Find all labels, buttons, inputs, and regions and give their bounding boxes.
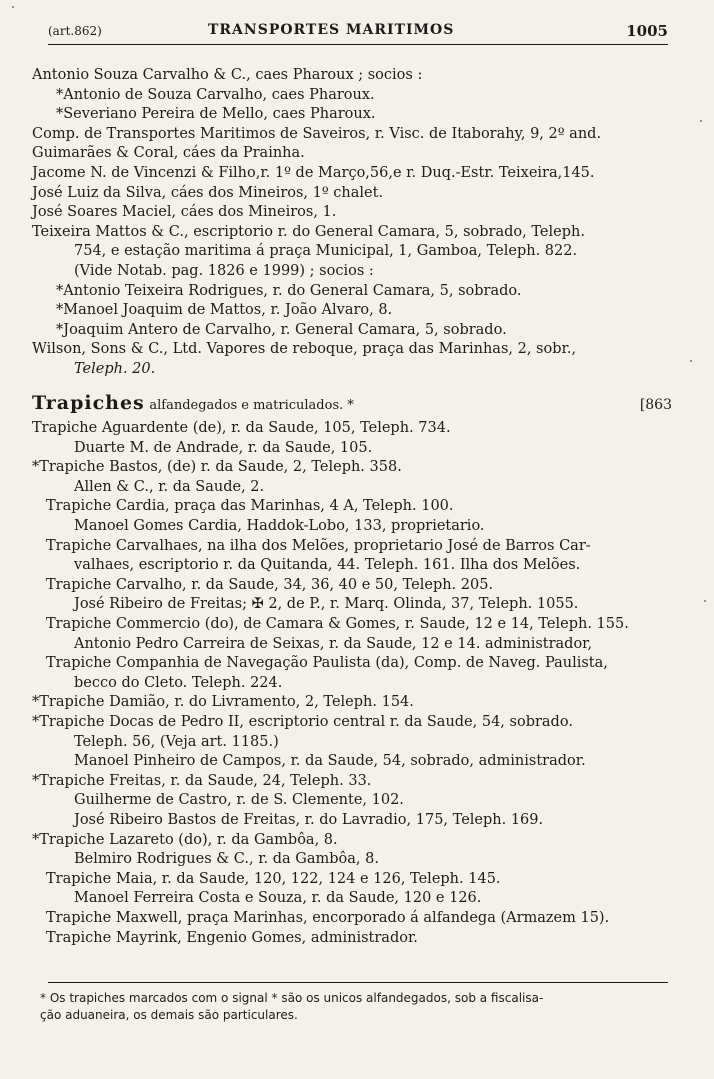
directory-line: *Antonio de Souza Carvalho, caes Pharoux.	[56, 86, 375, 103]
trapiche-entry: Duarte M. de Andrade, r. da Saude, 105.	[74, 439, 373, 456]
trapiche-entry: Antonio Pedro Carreira de Seixas, r. da Saude, 12 e 14. administrador,	[74, 635, 593, 652]
trapiche-entry: Trapiche Companhia de Navegação Paulista (da), Comp. de Naveg. Paulista,	[46, 655, 608, 672]
trapiche-entry: Trapiche Commercio (do), de Camara & Gomes, r. Saude, 12 e 14, Teleph. 155.	[46, 616, 629, 633]
trapiche-entry: Trapiche Maia, r. da Saude, 120, 122, 124 e 126, Teleph. 145.	[46, 870, 501, 887]
paper-speck	[704, 600, 706, 602]
directory-line: (Vide Notab. pag. 1826 e 1999) ; socios :	[74, 262, 374, 279]
trapiche-entry: Trapiche Carvalhaes, na ilha dos Melões, proprietario José de Barros Car-	[46, 537, 591, 554]
directory-line: *Joaquim Antero de Carvalho, r. General Camara, 5, sobrado.	[56, 321, 507, 338]
trapiche-entry: *Trapiche Bastos, (de) r. da Saude, 2, Teleph. 358.	[32, 459, 402, 476]
footnote-rule	[48, 982, 668, 983]
page-title: TRANSPORTES MARITIMOS	[208, 22, 455, 38]
trapiche-entry: Allen & C., r. da Saude, 2.	[74, 478, 265, 495]
trapiche-entry: José Ribeiro de Freitas; ✠ 2, de P., r. Marq. Olinda, 37, Teleph. 1055.	[74, 596, 579, 613]
directory-line: Jacome N. de Vincenzi & Filho,r. 1º de Março,56,e r. Duq.-Estr. Teixeira,145.	[32, 164, 595, 181]
section-number: [863	[639, 396, 672, 413]
header-rule	[48, 44, 668, 45]
directory-line: *Severiano Pereira de Mello, caes Pharoux.	[56, 106, 376, 123]
directory-line: José Luiz da Silva, cáes dos Mineiros, 1º chalet.	[32, 184, 384, 201]
trapiche-entry: Trapiche Carvalho, r. da Saude, 34, 36, 40 e 50, Teleph. 205.	[46, 576, 494, 593]
trapiche-list	[32, 419, 672, 948]
trapiche-entry: becco do Cleto. Teleph. 224.	[74, 674, 283, 691]
trapiche-entry: valhaes, escriptorio r. da Quitanda, 44. Teleph. 161. Ilha dos Melões.	[74, 557, 581, 574]
page-number: 1005	[626, 22, 668, 40]
trapiche-entry: Trapiche Mayrink, Engenio Gomes, administrador.	[46, 929, 418, 946]
directory-line: Teleph. 20.	[74, 360, 156, 377]
trapiche-entry: Trapiche Cardia, praça das Marinhas, 4 A, Teleph. 100.	[46, 498, 454, 515]
paper-speck	[700, 120, 702, 122]
footnote-line: ção aduaneira, os demais são particulares.	[40, 1008, 298, 1022]
trapiche-entry: *Trapiche Freitas, r. da Saude, 24, Teleph. 33.	[32, 772, 372, 789]
trapiche-entry: Manoel Ferreira Costa e Souza, r. da Saude, 120 e 126.	[74, 890, 482, 907]
footnote-line: * Os trapiches marcados com o signal * são os unicos alfandegados, sob a fiscalisa-	[40, 991, 544, 1005]
paper-speck	[12, 6, 14, 8]
paper-speck	[690, 360, 692, 362]
trapiche-entry: *Trapiche Docas de Pedro II, escriptorio central r. da Saude, 54, sobrado.	[32, 714, 573, 730]
directory-line: José Soares Maciel, cáes dos Mineiros, 1.	[32, 204, 337, 221]
directory-line: *Manoel Joaquim de Mattos, r. João Alvaro, 8.	[56, 302, 393, 319]
section-heading	[32, 391, 672, 416]
trapiche-entry: Manoel Pinheiro de Campos, r. da Saude, 54, sobrado, administrador.	[74, 753, 586, 770]
directory-line: Comp. de Transportes Maritimos de Saveiros, r. Visc. de Itaborahy, 9, 2º and.	[32, 125, 602, 142]
trapiche-entry: *Trapiche Lazareto (do), r. da Gambôa, 8.	[32, 831, 338, 848]
trapiche-entry: Teleph. 56, (Veja art. 1185.)	[74, 733, 279, 750]
trapiche-entry: Manoel Gomes Cardia, Haddok-Lobo, 133, proprietario.	[74, 518, 485, 535]
section-title: Trapiches	[32, 391, 145, 414]
trapiche-entry: Trapiche Maxwell, praça Marinhas, encorporado á alfandega (Armazem 15).	[46, 909, 610, 926]
directory-line: 754, e estação maritima á praça Municipal, 1, Gamboa, Teleph. 822.	[74, 243, 578, 260]
footnote	[40, 990, 680, 1024]
trapiche-entry: Guilherme de Castro, r. de S. Clemente, 102.	[74, 792, 404, 809]
page-header	[48, 22, 668, 44]
directory-line: Guimarães & Coral, cáes da Prainha.	[32, 145, 305, 162]
directory-line: Antonio Souza Carvalho & C., caes Pharoux ; socios :	[32, 67, 423, 83]
directory-line: Wilson, Sons & C., Ltd. Vapores de reboque, praça das Marinhas, 2, sobr.,	[32, 341, 577, 358]
trapiche-entry: *Trapiche Damião, r. do Livramento, 2, Teleph. 154.	[32, 694, 414, 711]
directory-line: *Antonio Teixeira Rodrigues, r. do General Camara, 5, sobrado.	[56, 282, 522, 299]
trapiche-entry: Trapiche Aguardente (de), r. da Saude, 105, Teleph. 734.	[32, 420, 451, 437]
company-list	[32, 66, 672, 380]
body-text	[32, 66, 672, 948]
trapiche-entry: Belmiro Rodrigues & C., r. da Gambôa, 8.	[74, 851, 379, 868]
directory-line: Teixeira Mattos & C., escriptorio r. do General Camara, 5, sobrado, Teleph.	[32, 223, 585, 240]
article-ref: (art.862)	[48, 24, 102, 38]
section-subtitle: alfandegados e matriculados. *	[149, 397, 354, 413]
trapiche-entry: José Ribeiro Bastos de Freitas, r. do Lavradio, 175, Teleph. 169.	[74, 811, 544, 828]
